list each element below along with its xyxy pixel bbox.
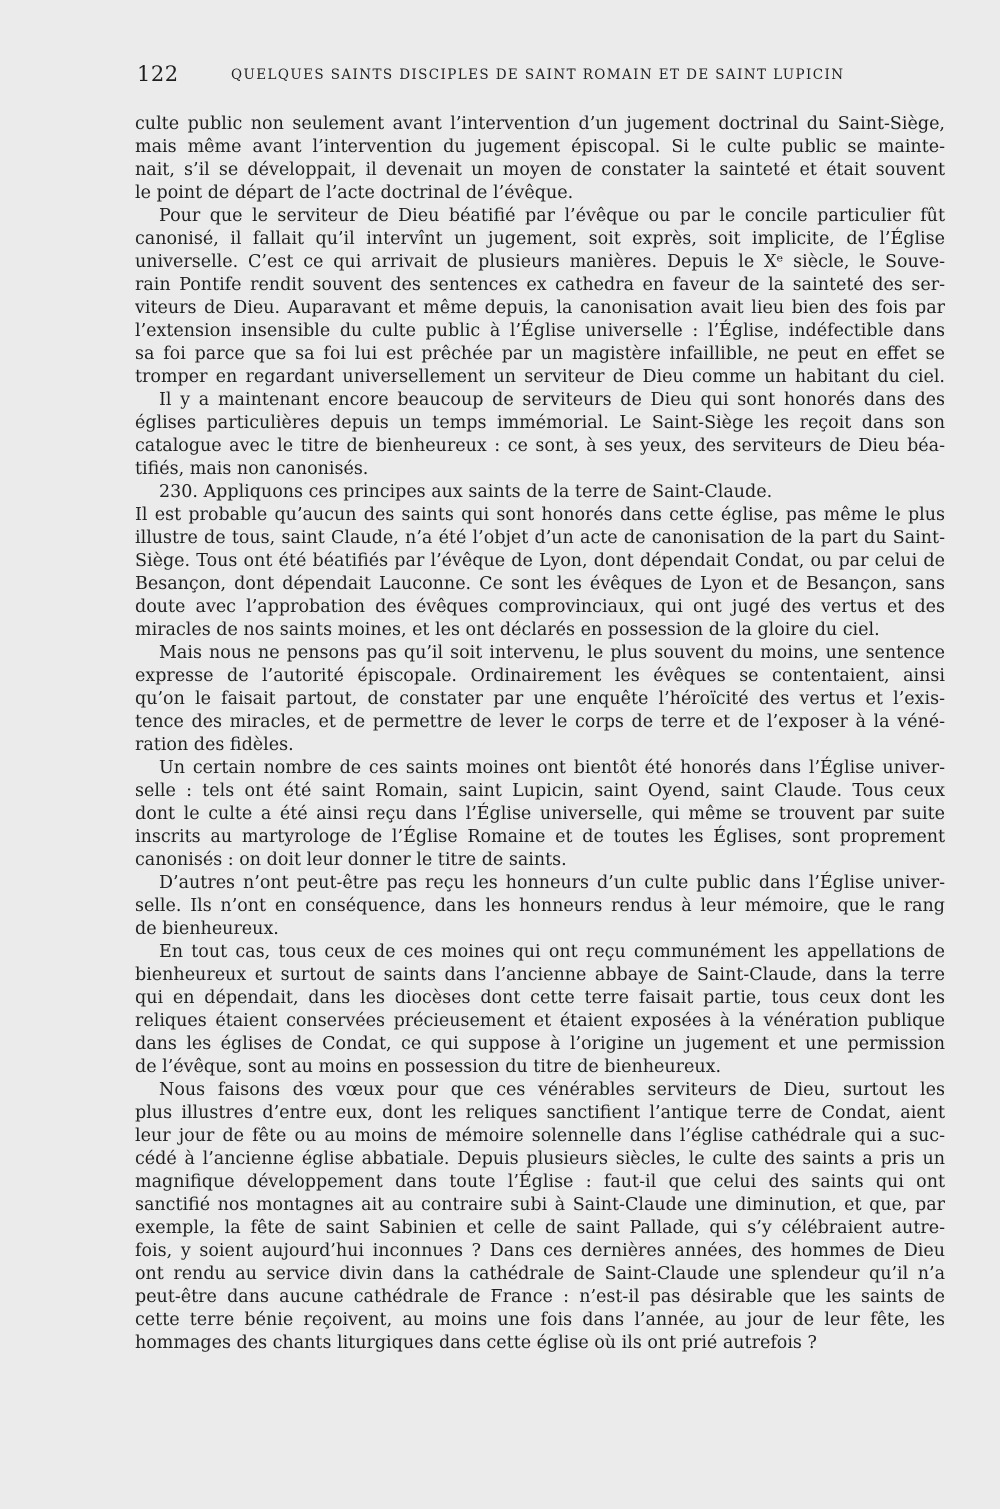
text-line: mais même avant l’intervention du jugement épiscopal. Si le culte public se mainte- [135, 137, 945, 157]
text-line: expresse de l’autorité épiscopale. Ordinairement les évêques se contentaient, ainsi [135, 666, 945, 686]
text-line: selle : tels ont été saint Romain, saint Lupicin, saint Oyend, saint Claude. Tous ceux [135, 781, 945, 801]
text-line: illustre de tous, saint Claude, n’a été l’objet d’un acte de canonisation de la part du Saint- [135, 528, 945, 548]
text-line: viteurs de Dieu. Auparavant et même depuis, la canonisation avait lieu bien des fois par [135, 298, 945, 318]
body-text [135, 113, 945, 1355]
text-line: exemple, la fête de saint Sabinien et celle de saint Pallade, qui s’y célébraient autre- [135, 1218, 945, 1238]
text-line: l’extension insensible du culte public à l’Église universelle : l’Église, indéfectible dans [135, 321, 945, 341]
text-line: cédé à l’ancienne église abbatiale. Depuis plusieurs siècles, le culte des saints a pris un [135, 1149, 945, 1169]
text-line: reliques étaient conservées précieusement et étaient exposées à la vénération publique [135, 1011, 945, 1031]
section-heading-line: 230. Appliquons ces principes aux saints de la terre de Saint-Claude. [159, 482, 773, 502]
text-line: canonisés : on doit leur donner le titre de saints. [135, 850, 567, 870]
text-line: doute avec l’approbation des évêques comprovinciaux, qui ont jugé des vertus et des [135, 597, 945, 617]
text-line: dans les églises de Condat, ce qui suppose à l’origine un jugement et une permission [135, 1034, 945, 1054]
text-line: leur jour de fête ou au moins de mémoire solennelle dans l’église cathédrale qui a suc- [135, 1126, 945, 1146]
text-line: hommages des chants liturgiques dans cette église où ils ont prié autrefois ? [135, 1333, 817, 1353]
text-line: plus illustres d’entre eux, dont les reliques sanctifient l’antique terre de Condat, aient [135, 1103, 945, 1123]
text-line: Il est probable qu’aucun des saints qui sont honorés dans cette église, pas même le plus [135, 505, 945, 525]
text-line: églises particulières depuis un temps immémorial. Le Saint-Siège les reçoit dans son [135, 413, 945, 433]
page-number: 122 [137, 62, 179, 86]
text-line: Besançon, dont dépendait Lauconne. Ce sont les évêques de Lyon et de Besançon, sans [135, 574, 945, 594]
text-line: tence des miracles, et de permettre de lever le corps de terre et de l’exposer à la véné- [135, 712, 945, 732]
text-line: Un certain nombre de ces saints moines ont bientôt été honorés dans l’Église univer- [159, 758, 945, 778]
text-line: cette terre bénie reçoivent, au moins une fois dans l’année, au jour de leur fête, les [135, 1310, 945, 1330]
text-line: peut-être dans aucune cathédrale de France : n’est-il pas désirable que les saints de [135, 1287, 945, 1307]
text-line: rain Pontife rendit souvent des sentences ex cathedra en faveur de la sainteté des ser- [135, 275, 945, 295]
running-title: QUELQUES SAINTS DISCIPLES DE SAINT ROMAIN ET DE SAINT LUPICIN [231, 67, 845, 83]
text-line: D’autres n’ont peut-être pas reçu les honneurs d’un culte public dans l’Église univer- [159, 873, 945, 893]
text-line: Siège. Tous ont été béatifiés par l’évêque de Lyon, dont dépendait Condat, ou par celui de [135, 551, 945, 571]
text-line: dont le culte a été ainsi reçu dans l’Église universelle, qui même se trouvent par suite [135, 804, 945, 824]
text-line: sa foi parce que sa foi lui est prêchée par un magistère infaillible, ne peut en effet se [135, 344, 945, 364]
text-line: fois, y soient aujourd’hui inconnues ? Dans ces dernières années, des hommes de Dieu [135, 1241, 945, 1261]
text-line: En tout cas, tous ceux de ces moines qui ont reçu communément les appellations de [159, 942, 945, 962]
text-line: qui en dépendait, dans les diocèses dont cette terre faisait partie, tous ceux dont les [135, 988, 945, 1008]
text-line: qu’on le faisait partout, de constater par une enquête l’héroïcité des vertus et l’exis- [135, 689, 945, 709]
text-line: ont rendu au service divin dans la cathédrale de Saint-Claude une splendeur qu’il n’a [135, 1264, 945, 1284]
text-line: Pour que le serviteur de Dieu béatifié par l’évêque ou par le concile particulier fût [159, 206, 945, 226]
text-line: le point de départ de l’acte doctrinal de l’évêque. [135, 183, 574, 203]
text-line: sanctifié nos montagnes ait au contraire subi à Saint-Claude une diminution, et que, par [135, 1195, 945, 1215]
text-line: ration des fidèles. [135, 735, 294, 755]
text-line: culte public non seulement avant l’intervention d’un jugement doctrinal du Saint-Siège, [135, 114, 945, 134]
text-line: inscrits au martyrologe de l’Église Romaine et de toutes les Églises, sont proprement [135, 827, 945, 847]
text-line: catalogue avec le titre de bienheureux : ce sont, à ses yeux, des serviteurs de Dieu béa- [135, 436, 945, 456]
text-line: Mais nous ne pensons pas qu’il soit intervenu, le plus souvent du moins, une sentence [159, 643, 945, 663]
text-line: selle. Ils n’ont en conséquence, dans les honneurs rendus à leur mémoire, que le rang [135, 896, 945, 916]
page-header [135, 62, 870, 86]
text-line: canonisé, il fallait qu’il intervînt un jugement, soit exprès, soit implicite, de l’Église [135, 229, 945, 249]
text-line: Nous faisons des vœux pour que ces vénérables serviteurs de Dieu, surtout les [159, 1080, 945, 1100]
text-line: de l’évêque, sont au moins en possession du titre de bienheureux. [135, 1057, 722, 1077]
text-line: miracles de nos saints moines, et les ont déclarés en possession de la gloire du ciel. [135, 620, 880, 640]
text-line: de bienheureux. [135, 919, 279, 939]
text-line: tifiés, mais non canonisés. [135, 459, 369, 479]
text-line: Il y a maintenant encore beaucoup de serviteurs de Dieu qui sont honorés dans des [159, 390, 945, 410]
text-line: nait, s’il se développait, il devenait un moyen de constater la sainteté et était souvent [135, 160, 945, 180]
text-line: tromper en regardant universellement un serviteur de Dieu comme un habitant du ciel. [135, 367, 945, 387]
text-line: universelle. C’est ce qui arrivait de plusieurs manières. Depuis le Xᵉ siècle, le Souve- [135, 252, 945, 272]
text-line: magnifique développement dans toute l’Église : faut-il que celui des saints qui ont [135, 1172, 945, 1192]
text-line: bienheureux et surtout de saints dans l’ancienne abbaye de Saint-Claude, dans la terre [135, 965, 945, 985]
